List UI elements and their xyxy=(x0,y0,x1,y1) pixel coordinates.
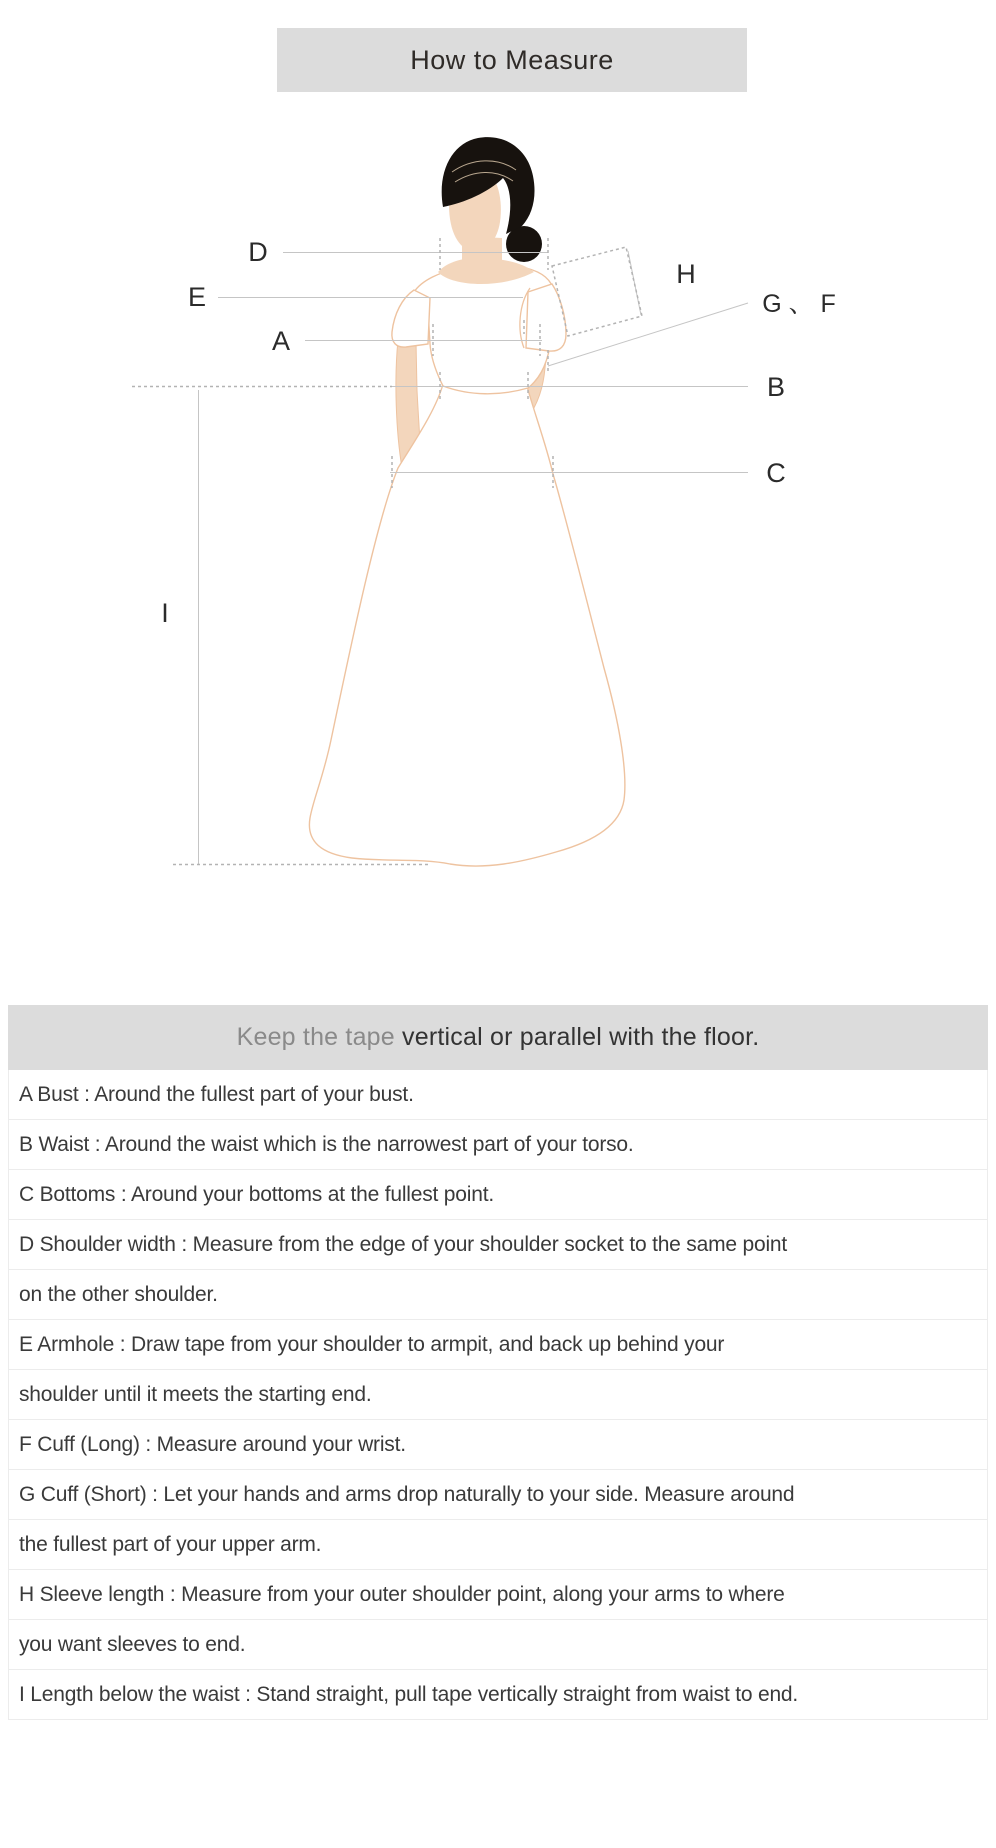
left-sleeve xyxy=(392,290,430,347)
label-b: B xyxy=(766,372,786,402)
table-row-armhole: E Armhole : Draw tape from your shoulder to armpit, and back up behind your xyxy=(9,1320,987,1370)
table-row-waist: B Waist : Around the waist which is the narrowest part of your torso. xyxy=(9,1120,987,1170)
label-h: H xyxy=(676,259,696,289)
label-e: E xyxy=(187,282,207,312)
hair-bun xyxy=(506,226,542,262)
label-gf: G 、 F xyxy=(762,290,836,318)
table-row-shoulder-width: D Shoulder width : Measure from the edge of your shoulder socket to the same point xyxy=(9,1220,987,1270)
table-row-bust: A Bust : Around the fullest part of your bust. xyxy=(9,1070,987,1120)
label-d: D xyxy=(248,237,268,267)
label-c: C xyxy=(766,458,786,488)
woman-figure xyxy=(309,137,624,866)
table-row-bottoms: C Bottoms : Around your bottoms at the fullest point. xyxy=(9,1170,987,1220)
table-row-length-below-waist: I Length below the waist : Stand straight, pull tape vertically straight from waist to end. xyxy=(9,1670,987,1720)
label-a: A xyxy=(271,326,291,356)
gf-cuff-pointer xyxy=(548,303,748,366)
table-row-cuff-short-cont: the fullest part of your upper arm. xyxy=(9,1520,987,1570)
table-row-cuff-short: G Cuff (Short) : Let your hands and arms drop naturally to your side. Measure around xyxy=(9,1470,987,1520)
table-row-sleeve-length: H Sleeve length : Measure from your outer shoulder point, along your arms to where xyxy=(9,1570,987,1620)
table-row-shoulder-width-cont: on the other shoulder. xyxy=(9,1270,987,1320)
table-row-sleeve-length-cont: you want sleeves to end. xyxy=(9,1620,987,1670)
table-header xyxy=(8,1005,988,1070)
table-rows xyxy=(8,1070,988,1720)
table-header-dark-text: vertical or parallel with the floor. xyxy=(402,1023,760,1051)
h-sleeve-bracket xyxy=(628,251,641,315)
table-row-cuff-long: F Cuff (Long) : Measure around your wrist. xyxy=(9,1420,987,1470)
table-row-armhole-cont: shoulder until it meets the starting end. xyxy=(9,1370,987,1420)
label-i: I xyxy=(161,598,169,628)
measurement-definitions-table xyxy=(8,1005,988,1720)
page-title: How to Measure xyxy=(277,28,747,92)
gown-skirt xyxy=(309,381,624,866)
right-sleeve xyxy=(526,284,566,351)
table-header-light-text: Keep the tape xyxy=(236,1023,403,1051)
